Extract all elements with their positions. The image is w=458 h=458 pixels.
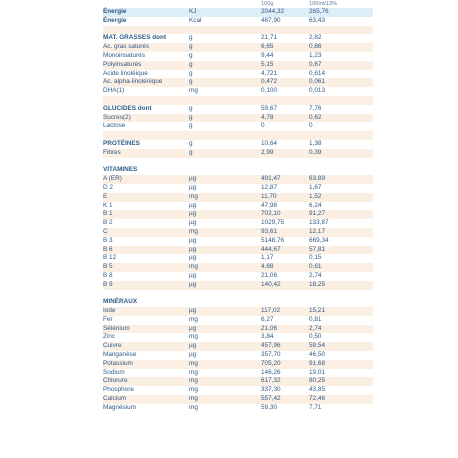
- row-unit: g: [189, 34, 193, 42]
- row-value-100g: 457,96: [261, 342, 281, 350]
- row-label: Énergie: [103, 8, 127, 15]
- row-label: Sucres(2): [103, 113, 131, 121]
- row-label: Magnésium: [103, 403, 137, 411]
- row-unit: µg: [189, 280, 197, 288]
- row-value-100ml: 0,15: [309, 254, 322, 262]
- row-value-100g: 10,64: [261, 139, 277, 147]
- row-unit: mg: [189, 395, 198, 403]
- row-value-100g: 9,44: [261, 51, 274, 59]
- row-unit: g: [189, 104, 193, 112]
- row-value-100ml: 133,87: [309, 219, 329, 227]
- row-value-100g: 11,70: [261, 192, 277, 200]
- row-label: Sodium: [103, 368, 125, 376]
- table-row: [103, 360, 373, 369]
- table-body: [103, 8, 373, 413]
- row-value-100ml: 1,38: [309, 139, 322, 147]
- row-value-100g: 0: [261, 122, 265, 130]
- table-row: [103, 52, 373, 61]
- row-label: Monoinsaturés: [103, 51, 145, 59]
- row-unit: g: [189, 51, 193, 59]
- row-value-100ml: 0,86: [309, 43, 322, 51]
- row-value-100g: 140,42: [261, 280, 281, 288]
- row-label: Manganèse: [103, 351, 137, 359]
- row-value-100g: 21,06: [261, 271, 277, 279]
- table-row: [103, 202, 373, 211]
- row-unit: µg: [189, 351, 197, 359]
- row-value-100g: 702,10: [261, 210, 281, 218]
- row-value-100ml: 2,74: [309, 271, 322, 279]
- table-row: [103, 184, 373, 193]
- row-unit: µg: [189, 183, 197, 191]
- table-row: [103, 175, 373, 184]
- table-spacer-row: [103, 96, 373, 105]
- row-value-100ml: 59,54: [309, 342, 325, 350]
- table-row: [103, 166, 373, 175]
- row-label: Lactose: [103, 122, 126, 130]
- row-value-100ml: 265,76: [309, 8, 329, 15]
- row-value-100g: 21,06: [261, 324, 277, 332]
- row-label: Fibres: [103, 148, 121, 156]
- row-value-100g: 5,15: [261, 60, 274, 68]
- table-row: [103, 158, 373, 167]
- row-value-100g: 3,84: [261, 333, 274, 341]
- row-value-100ml: 2,74: [309, 324, 322, 332]
- row-value-100g: 6,27: [261, 315, 274, 323]
- row-value-100ml: 43,85: [309, 386, 325, 394]
- row-value-100g: 705,20: [261, 359, 281, 367]
- row-label: Calcium: [103, 395, 127, 403]
- row-value-100g: 4,78: [261, 113, 274, 121]
- row-unit: mg: [189, 333, 198, 341]
- row-label: Ac. gras saturés: [103, 43, 150, 51]
- row-value-100g: 617,32: [261, 377, 281, 385]
- row-value-100g: 47,98: [261, 201, 277, 209]
- row-value-100g: 2044,32: [261, 8, 285, 15]
- table-row: [103, 404, 373, 413]
- row-value-100ml: 46,50: [309, 351, 325, 359]
- row-label: Potassium: [103, 359, 133, 367]
- row-unit: mg: [189, 403, 198, 411]
- row-unit: g: [189, 122, 193, 130]
- table-row: [103, 210, 373, 219]
- column-header-100ml: 100ml/13%: [309, 1, 337, 7]
- row-value-100ml: 91,68: [309, 359, 325, 367]
- row-label: Chlorure: [103, 377, 128, 385]
- row-label: E: [103, 192, 108, 200]
- row-label: Ac. alpha-linolénique: [103, 78, 163, 86]
- row-value-100ml: 0,81: [309, 315, 322, 323]
- row-unit: mg: [189, 192, 198, 200]
- row-value-100ml: 0,39: [309, 148, 322, 156]
- row-value-100ml: 15,21: [309, 307, 325, 315]
- row-value-100g: 1029,75: [261, 219, 285, 227]
- row-value-100ml: 0: [309, 122, 313, 130]
- row-unit: µg: [189, 342, 197, 350]
- row-label: B 5: [103, 263, 113, 271]
- table-row: [103, 254, 373, 263]
- row-value-100ml: 0,50: [309, 333, 322, 341]
- row-value-100ml: 0,67: [309, 60, 322, 68]
- table-row: [103, 316, 373, 325]
- row-unit: g: [189, 69, 193, 77]
- table-row: [103, 290, 373, 299]
- row-unit: mg: [189, 87, 198, 95]
- row-label: MINÉRAUX: [103, 298, 138, 306]
- row-value-100ml: 19,01: [309, 368, 325, 376]
- row-label: GLUCIDES dont: [103, 104, 152, 112]
- table-row: [103, 114, 373, 123]
- row-value-100ml: 12,17: [309, 227, 325, 235]
- row-value-100ml: 1,23: [309, 51, 322, 59]
- row-value-100g: 557,42: [261, 395, 281, 403]
- row-unit: µg: [189, 236, 197, 244]
- row-value-100ml: 6,24: [309, 201, 322, 209]
- row-value-100g: 59,30: [261, 403, 277, 411]
- row-unit: µg: [189, 210, 197, 218]
- row-value-100ml: 1,67: [309, 183, 322, 191]
- row-label: Fer: [103, 315, 113, 323]
- table-row: [103, 61, 373, 70]
- table-row: [103, 237, 373, 246]
- row-label: B 12: [103, 254, 117, 262]
- row-label: PROTÉINES: [103, 139, 140, 147]
- row-value-100g: 12,87: [261, 183, 277, 191]
- row-unit: Kcal: [189, 16, 202, 24]
- table-row: [103, 272, 373, 281]
- row-unit: mg: [189, 377, 198, 385]
- table-row: [103, 307, 373, 316]
- row-label: DHA(1): [103, 87, 125, 95]
- row-label: B 1: [103, 210, 113, 218]
- row-unit: µg: [189, 271, 197, 279]
- row-label: Zinc: [103, 333, 116, 341]
- row-value-100g: 5148,76: [261, 236, 285, 244]
- table-row: [103, 263, 373, 272]
- nutrition-table: [103, 0, 373, 413]
- table-row: [103, 395, 373, 404]
- row-label: Acide linoléique: [103, 69, 148, 77]
- table-row: [103, 78, 373, 87]
- table-row: [103, 87, 373, 96]
- row-label: Énergie: [103, 16, 127, 24]
- table-row: [103, 369, 373, 378]
- row-unit: g: [189, 78, 193, 86]
- row-value-100ml: 18,25: [309, 280, 325, 288]
- table-row: [103, 246, 373, 255]
- row-value-100ml: 63,43: [309, 16, 325, 24]
- row-value-100g: 491,47: [261, 175, 281, 183]
- table-row: [103, 386, 373, 395]
- table-row: [103, 70, 373, 79]
- row-unit: g: [189, 113, 193, 121]
- table-header-row: [103, 0, 373, 8]
- row-unit: µg: [189, 254, 197, 262]
- table-row: [103, 228, 373, 237]
- table-row: [103, 333, 373, 342]
- row-value-100g: 146,26: [261, 368, 281, 376]
- row-unit: g: [189, 60, 193, 68]
- row-label: MAT. GRASSES dont: [103, 34, 167, 42]
- row-value-100ml: 1,52: [309, 192, 322, 200]
- row-unit: µg: [189, 324, 197, 332]
- row-value-100g: 357,70: [261, 351, 281, 359]
- table-row: [103, 17, 373, 26]
- table-row: [103, 281, 373, 290]
- row-label: A (ER): [103, 175, 122, 183]
- row-label: K 1: [103, 201, 113, 209]
- table-row: [103, 219, 373, 228]
- row-label: Polyinsaturés: [103, 60, 142, 68]
- table-row: [103, 298, 373, 307]
- row-value-100ml: 0,614: [309, 69, 325, 77]
- row-value-100ml: 0,013: [309, 87, 325, 95]
- table-row: [103, 377, 373, 386]
- row-unit: mg: [189, 359, 198, 367]
- row-value-100ml: 63,89: [309, 175, 325, 183]
- row-value-100ml: 80,25: [309, 377, 325, 385]
- table-row: [103, 193, 373, 202]
- column-header-100g: 100g: [261, 1, 274, 7]
- row-unit: g: [189, 139, 193, 147]
- row-label: B 6: [103, 245, 113, 253]
- row-value-100g: 2,99: [261, 148, 274, 156]
- row-value-100ml: 0,62: [309, 113, 322, 121]
- row-label: B 3: [103, 236, 113, 244]
- row-label: Iode: [103, 307, 116, 315]
- row-unit: µg: [189, 245, 197, 253]
- table-row: [103, 105, 373, 114]
- table-spacer-row: [103, 26, 373, 35]
- row-value-100ml: 2,82: [309, 34, 322, 42]
- row-value-100ml: 0,61: [309, 263, 322, 271]
- table-row: [103, 149, 373, 158]
- row-value-100g: 4,721: [261, 69, 277, 77]
- row-value-100ml: 0,061: [309, 78, 325, 86]
- table-row: [103, 351, 373, 360]
- row-value-100g: 1,17: [261, 254, 274, 262]
- row-unit: g: [189, 148, 193, 156]
- row-value-100g: 337,30: [261, 386, 281, 394]
- row-unit: g: [189, 43, 193, 51]
- row-value-100g: 59,67: [261, 104, 277, 112]
- row-unit: µg: [189, 175, 197, 183]
- row-label: C: [103, 227, 108, 235]
- row-value-100g: 4,68: [261, 263, 274, 271]
- table-row: [103, 325, 373, 334]
- row-value-100ml: 7,76: [309, 104, 322, 112]
- row-value-100ml: 669,34: [309, 236, 329, 244]
- row-unit: mg: [189, 368, 198, 376]
- table-row: [103, 8, 373, 17]
- row-unit: µg: [189, 307, 197, 315]
- row-label: B 8: [103, 271, 113, 279]
- row-value-100ml: 57,81: [309, 245, 325, 253]
- row-label: B 2: [103, 219, 113, 227]
- row-unit: mg: [189, 386, 198, 394]
- row-unit: mg: [189, 263, 198, 271]
- table-row: [103, 140, 373, 149]
- row-value-100g: 0,100: [261, 87, 277, 95]
- row-unit: mg: [189, 315, 198, 323]
- row-value-100g: 444,67: [261, 245, 281, 253]
- row-value-100g: 487,90: [261, 16, 281, 24]
- table-row: [103, 43, 373, 52]
- row-unit: µg: [189, 219, 197, 227]
- row-label: Phosphore: [103, 386, 134, 394]
- table-row: [103, 34, 373, 43]
- row-label: Sélénium: [103, 324, 130, 332]
- row-value-100g: 93,61: [261, 227, 277, 235]
- row-value-100ml: 7,71: [309, 403, 322, 411]
- table-spacer-row: [103, 131, 373, 140]
- row-unit: µg: [189, 201, 197, 209]
- row-value-100g: 0,472: [261, 78, 277, 86]
- row-label: B 9: [103, 280, 113, 288]
- row-unit: KJ: [189, 8, 197, 15]
- row-label: Cuivre: [103, 342, 122, 350]
- row-value-100g: 6,65: [261, 43, 274, 51]
- row-label: VITAMINES: [103, 166, 138, 174]
- table-row: [103, 342, 373, 351]
- row-value-100g: 117,02: [261, 307, 281, 315]
- row-unit: mg: [189, 227, 198, 235]
- row-value-100ml: 91,27: [309, 210, 325, 218]
- row-label: D 2: [103, 183, 113, 191]
- row-value-100g: 21,71: [261, 34, 277, 42]
- row-value-100ml: 72,46: [309, 395, 325, 403]
- table-row: [103, 122, 373, 131]
